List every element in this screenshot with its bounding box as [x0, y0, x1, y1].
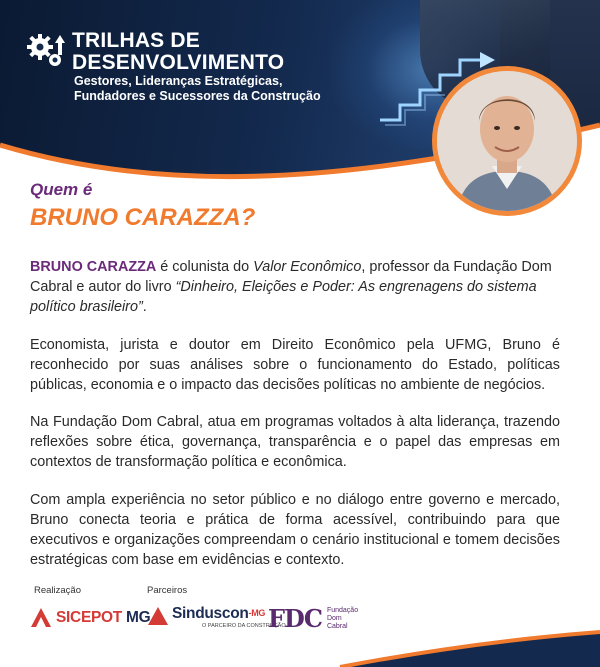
- speaker-name-heading: BRUNO CARAZZA?: [30, 204, 256, 231]
- bio-name: BRUNO CARAZZA: [30, 259, 157, 275]
- bio-text: , professor da Fundação Dom Cabral e autor do livro: [30, 259, 552, 295]
- bio-text: é colunista do: [156, 259, 254, 275]
- fdc-line-3: Cabral: [326, 622, 348, 630]
- sicepot-main: SICEPOT: [56, 609, 122, 626]
- program-subtitle: [74, 74, 321, 104]
- bio-book-title: “Dinheiro, Eleições e Poder: As engrenagens do sistema político brasileiro”: [30, 279, 537, 315]
- sicepot-suffix: MG: [121, 609, 151, 626]
- bio-paragraph-4: Com ampla experiência no setor público e no diálogo entre governo e mercado, Bruno conecta teoria e prática de forma acessível, contribuindo para que executivos e organizações compreendam o cenário institucional e tomem decisões estratégicas com base em evidências e contexto.: [30, 492, 560, 568]
- gears-arrow-icon: [26, 33, 68, 71]
- title-line-2: DESENVOLVIMENTO: [72, 51, 285, 74]
- subtitle-line-2: Fundadores e Sucessores da Construção: [74, 89, 321, 103]
- bio-outlet: Valor Econômico: [253, 259, 362, 275]
- footer-curve: [0, 620, 600, 667]
- bio-text: .: [142, 299, 147, 315]
- title-line-1: TRILHAS DE: [72, 29, 200, 52]
- fdc-line-2: Dom: [326, 614, 342, 622]
- portrait-photo: [437, 71, 577, 211]
- intro-question: Quem é: [30, 180, 93, 199]
- sinduscon-tagline: O PARCEIRO DA CONSTRUÇÃO: [202, 623, 286, 629]
- sinduscon-main: Sinduscon: [172, 605, 249, 622]
- fdc-line-1: Fundação: [326, 606, 359, 614]
- realizacao-label: Realização: [34, 585, 81, 596]
- speaker-portrait: [432, 66, 582, 216]
- bio-paragraph-1: [30, 257, 560, 317]
- bio-paragraph-3: Na Fundação Dom Cabral, atua em programas voltados à alta liderança, trazendo reflexões sobre ética, governança, transparência e o papel das empresas em contextos de transformação política e econômica.: [30, 414, 560, 470]
- subtitle-line-1: Gestores, Lideranças Estratégicas,: [74, 74, 283, 88]
- parceiros-label: Parceiros: [147, 585, 188, 596]
- program-title: [72, 30, 284, 74]
- bio-paragraph-2: Economista, jurista e doutor em Direito Econômico pela UFMG, Bruno é reconhecido por suas análises sobre o funcionamento do Estado, políticas públicas, economia e o impacto das decisões políticas no ambiente de negócios.: [30, 337, 560, 393]
- fdc-letters: FDC: [268, 604, 322, 633]
- person-photo-icon: [437, 71, 577, 211]
- sinduscon-suffix: -MG: [248, 608, 266, 618]
